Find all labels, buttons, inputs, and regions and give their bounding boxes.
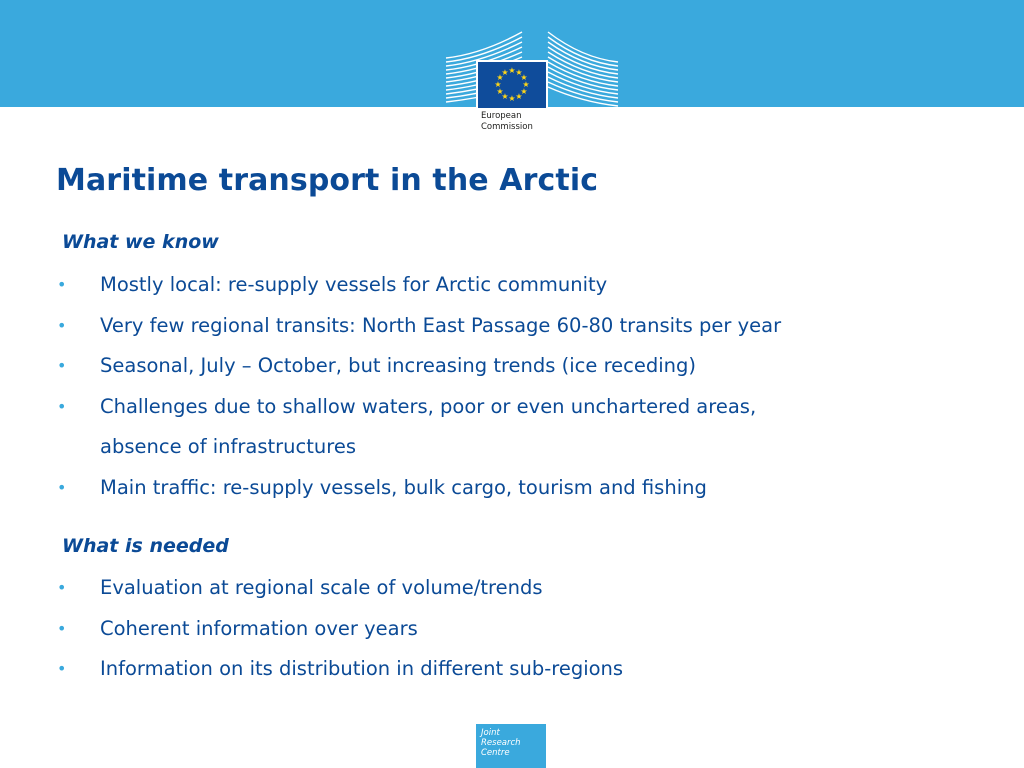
svg-text:★: ★ bbox=[508, 66, 516, 75]
bullet-icon: • bbox=[57, 396, 67, 416]
bullet-icon: • bbox=[57, 275, 67, 294]
list-item bbox=[0, 265, 980, 306]
known-list bbox=[0, 265, 980, 508]
list-item-continuation bbox=[0, 427, 980, 468]
list-item bbox=[0, 387, 980, 428]
list-item-text: Very few regional transits: North East Passage 60-80 transits per year bbox=[100, 313, 782, 337]
list-item bbox=[0, 306, 980, 347]
svg-text:★: ★ bbox=[508, 94, 516, 103]
slide-title: Maritime transport in the Arctic bbox=[56, 163, 599, 198]
list-item bbox=[0, 609, 980, 650]
list-item-text: Main traffic: re-supply vessels, bulk cargo, tourism and fishing bbox=[100, 475, 707, 499]
svg-text:★: ★ bbox=[496, 87, 504, 96]
svg-text:★: ★ bbox=[496, 73, 504, 82]
list-item bbox=[0, 346, 980, 387]
bullet-icon: • bbox=[57, 618, 67, 638]
list-item bbox=[0, 568, 980, 609]
jrc-line-centre: Centre bbox=[481, 748, 510, 758]
list-item-text: Information on its distribution in different sub-regions bbox=[100, 657, 624, 680]
list-item-text: Mostly local: re-supply vessels for Arctic community bbox=[100, 273, 608, 296]
svg-text:★: ★ bbox=[522, 80, 530, 89]
svg-text:★: ★ bbox=[520, 87, 528, 96]
list-item bbox=[0, 468, 980, 509]
section-heading-known: What we know bbox=[62, 231, 219, 253]
jrc-line-joint: Joint bbox=[481, 728, 500, 738]
list-item-text: absence of infrastructures bbox=[100, 435, 357, 458]
list-item-text: Seasonal, July – October, but increasing trends (ice receding) bbox=[100, 354, 697, 377]
section-heading-needed: What is needed bbox=[62, 535, 229, 557]
bullet-icon: • bbox=[57, 356, 67, 375]
bullet-icon: • bbox=[57, 477, 67, 497]
logo-line-commission: Commission bbox=[481, 122, 533, 132]
svg-text:★: ★ bbox=[520, 73, 528, 82]
needed-list bbox=[0, 568, 980, 690]
list-item-text: Evaluation at regional scale of volume/trends bbox=[100, 576, 543, 599]
svg-text:★: ★ bbox=[515, 92, 523, 101]
svg-text:★: ★ bbox=[501, 92, 509, 101]
bullet-icon: • bbox=[57, 578, 67, 597]
jrc-line-research: Research bbox=[481, 738, 521, 748]
logo-line-european: European bbox=[481, 111, 522, 121]
building-right-icon bbox=[548, 32, 618, 106]
svg-text:★: ★ bbox=[501, 68, 509, 77]
svg-text:★: ★ bbox=[515, 68, 523, 77]
list-item-text: Coherent information over years bbox=[100, 616, 418, 640]
jrc-logo bbox=[476, 724, 546, 768]
logo-label bbox=[476, 109, 548, 142]
bullet-icon: • bbox=[57, 659, 67, 678]
list-item bbox=[0, 649, 980, 690]
bullet-icon: • bbox=[57, 315, 67, 335]
list-item-text: Challenges due to shallow waters, poor or even unchartered areas, bbox=[100, 394, 757, 418]
svg-text:★: ★ bbox=[494, 80, 502, 89]
